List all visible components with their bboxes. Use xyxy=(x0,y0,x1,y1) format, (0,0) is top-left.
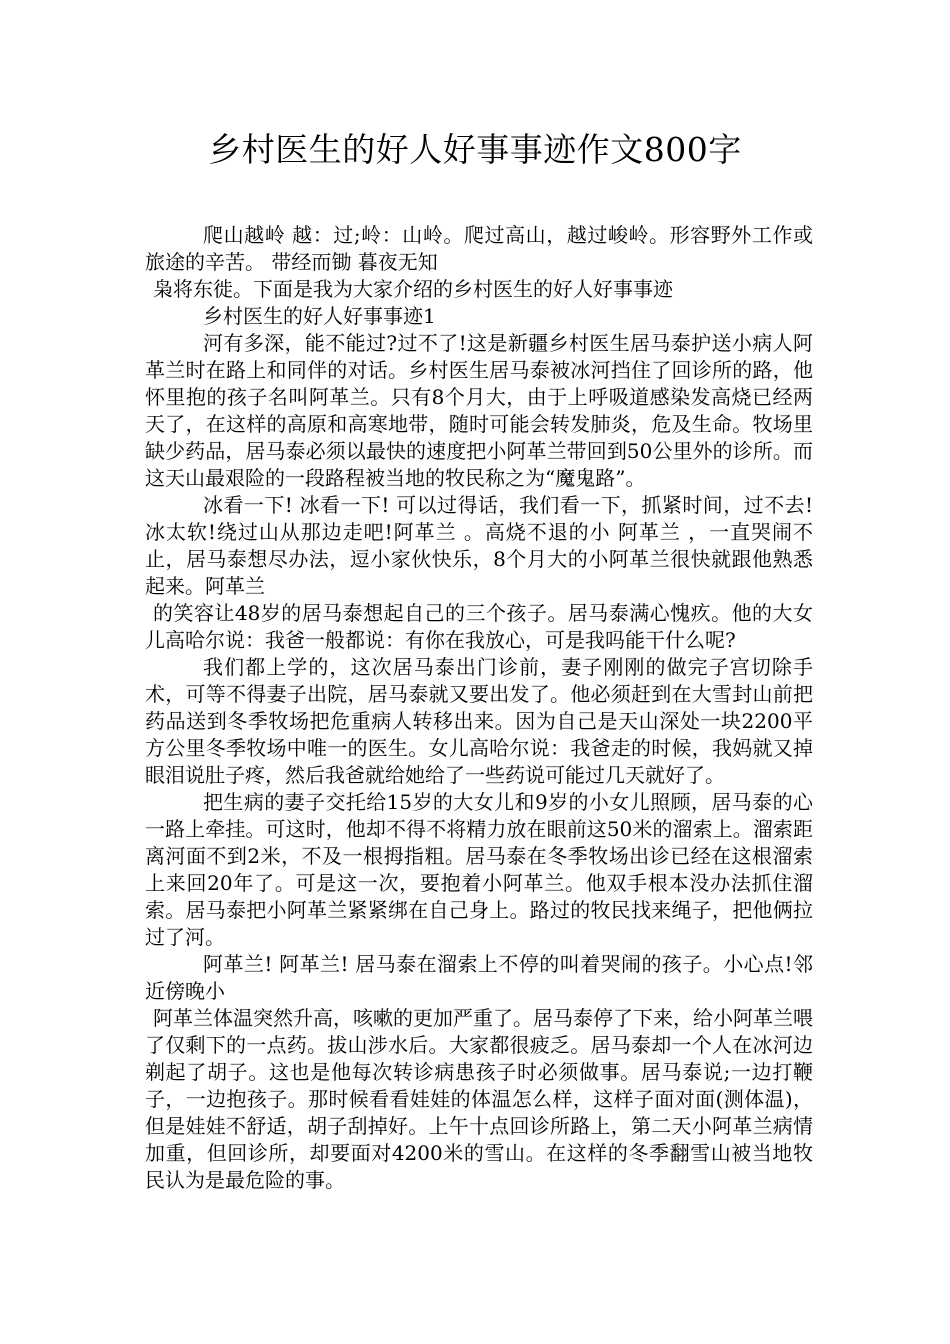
paragraph-calling-child: 阿革兰! 阿革兰! 居马泰在溜索上不停的叫着哭闹的孩子。小心点!邻近傍晚小 xyxy=(145,952,813,1003)
paragraph-fever: 阿革兰体温突然升高，咳嗽的更加严重了。居马泰停了下来，给小阿革兰喂了仅剩下的一点药。拔山涉水后。大家都很疲乏。居马泰却一个人在冰河边剃起了胡子。这也是他每次转诊病患孩子时必须做事。居马泰说;一边打鞭子，一边抱孩子。那时候看看娃娃的体温怎么样，这样子面对面(测体温)，但是娃娃不舒适，胡子刮掉好。上午十点回诊所路上，第二天小阿革兰病情加重，但回诊所，却要面对4200米的雪山。在这样的冬季翻雪山被当地牧民认为是最危险的事。 xyxy=(145,1006,813,1192)
paragraph-wife-surgery: 我们都上学的，这次居马泰出门诊前，妻子刚刚的做完子宫切除手术，可等不得妻子出院，居马泰就又要出发了。他必须赶到在大雪封山前把药品送到冬季牧场把危重病人转移出来。因为自己是天山深处一块2200平方公里冬季牧场中唯一的医生。女儿高哈尔说：我爸走的时候，我妈就又掉眼泪说肚子疼，然后我爸就给她给了一些药说可能过几天就好了。 xyxy=(145,655,813,787)
document-title: 乡村医生的好人好事事迹作文800字 xyxy=(208,130,742,169)
document-body xyxy=(145,222,813,1194)
paragraph-intro: 爬山越岭 越：过;岭：山岭。爬过高山，越过峻岭。形容野外工作或旅途的辛苦。 带经而锄 暮夜无知 xyxy=(145,223,813,274)
paragraph-smile: 的笑容让48岁的居马泰想起自己的三个孩子。居马泰满心愧疚。他的大女儿高哈尔说：我爸一般都说：有你在我放心，可是我吗能干什么呢? xyxy=(145,601,813,652)
paragraph-zipline: 把生病的妻子交托给15岁的大女儿和9岁的小女儿照顾，居马泰的心一路上牵挂。可这时，他却不得不将精力放在眼前这50米的溜索上。溜索距离河面不到2米，不及一根拇指粗。居马泰在冬季牧场出诊已经在这根溜索上来回20年了。可是这一次，要抱着小阿革兰。他双手根本没办法抓住溜索。居马泰把小阿革兰紧紧绑在自己身上。路过的牧民找来绳子，把他俩拉过了河。 xyxy=(145,790,813,949)
paragraph-river: 河有多深，能不能过?过不了!这是新疆乡村医生居马泰护送小病人阿革兰时在路上和同伴的对话。乡村医生居马泰被冰河挡住了回诊所的路，他怀里抱的孩子名叫阿革兰。只有8个月大，由于上呼吸道感染发高烧已经两天了，在这样的高原和高寒地带，随时可能会转发肺炎，危及生命。牧场里缺少药品，居马泰必须以最快的速度把小阿革兰带回到50公里外的诊所。而这天山最艰险的一段路程被当地的牧民称之为“魔鬼路”。 xyxy=(145,331,813,490)
paragraph-intro-continued: 枭将东徙。下面是我为大家介绍的乡村医生的好人好事事迹 xyxy=(153,277,673,301)
section-heading: 乡村医生的好人好事事迹1 xyxy=(203,304,436,328)
paragraph-ice: 冰看一下! 冰看一下! 可以过得话，我们看一下，抓紧时间，过不去!冰太软!绕过山从那边走吧!阿革兰 。高烧不退的小 阿革兰 ，一直哭闹不止，居马泰想尽办法，逗小家伙快乐，8个月大的小阿革兰很快就跟他熟悉起来。阿革兰 xyxy=(145,493,813,598)
